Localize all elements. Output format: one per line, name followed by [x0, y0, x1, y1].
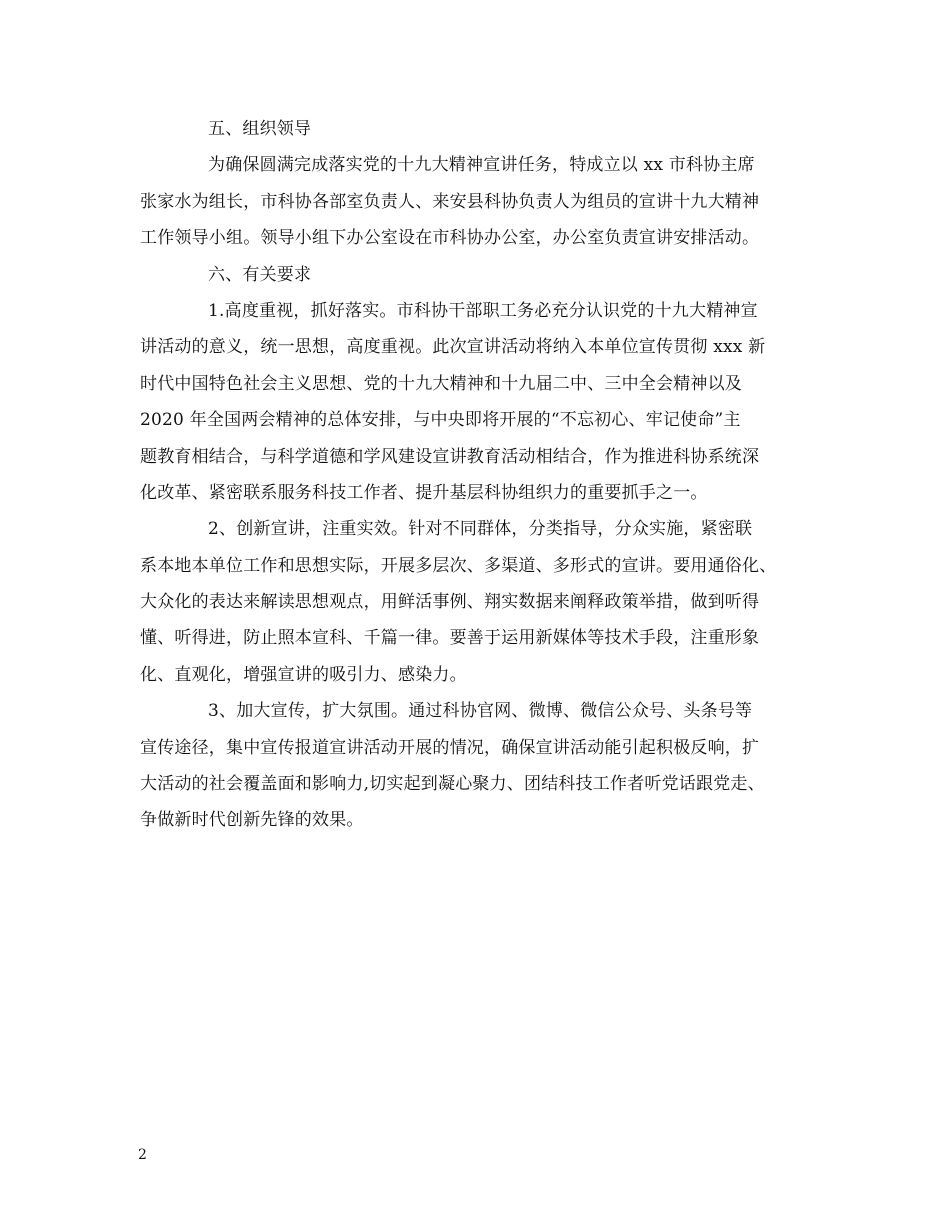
text-line: 为确保圆满完成落实党的十九大精神宣讲任务，特成立以 xx 市科协主席 [208, 155, 755, 176]
text-line: 大众化的表达来解读思想观点，用鲜活事例、翔实数据来阐释政策举措，做到听得 [140, 592, 760, 613]
text-line: 张家水为组长，市科协各部室负责人、来安县科协负责人为组员的宣讲十九大精神 [140, 191, 760, 212]
text-line: 2、创新宣讲，注重实效。针对不同群体，分类指导，分众实施，紧密联 [208, 519, 753, 540]
page-number: 2 [138, 1147, 147, 1163]
text-line: 工作领导小组。领导小组下办公室设在市科协办公室，办公室负责宣讲安排活动。 [140, 228, 760, 249]
text-line: 2020 年全国两会精神的总体安排，与中央即将开展的“不忘初心、牢记使命”主 [140, 410, 741, 431]
text-line: 1.高度重视，抓好落实。市科协干部职工务必充分认识党的十九大精神宣 [208, 300, 758, 321]
text-line: 宣传途径，集中宣传报道宣讲活动开展的情况，确保宣讲活动能引起积极反响，扩 [140, 737, 760, 758]
text-line: 3、加大宣传，扩大氛围。通过科协官网、微博、微信公众号、头条号等 [208, 701, 753, 722]
document-body [140, 111, 812, 839]
text-line: 化、直观化，增强宣讲的吸引力、感染力。 [140, 664, 467, 685]
text-line: 时代中国特色社会主义思想、党的十九大精神和十九届二中、三中全会精神以及 [140, 373, 742, 394]
text-line: 讲活动的意义，统一思想，高度重视。此次宣讲活动将纳入本单位宣传贯彻 xxx 新 [140, 337, 766, 358]
text-line: 化改革、紧密联系服务科技工作者、提升基层科协组织力的重要抓手之一。 [140, 482, 708, 503]
text-line: 争做新时代创新先锋的效果。 [140, 810, 364, 831]
text-line: 大活动的社会覆盖面和影响力,切实起到凝心聚力、团结科技工作者听党话跟党走、 [140, 774, 765, 795]
text-line: 懂、听得进，防止照本宣科、千篇一律。要善于运用新媒体等技术手段，注重形象 [140, 628, 760, 649]
text-line: 题教育相结合，与科学道德和学风建设宣讲教育活动相结合，作为推进科协系统深 [140, 446, 760, 467]
text-line: 系本地本单位工作和思想实际，开展多层次、多渠道、多形式的宣讲。要用通俗化、 [140, 555, 777, 576]
section-heading-requirements: 六、有关要求 [208, 264, 312, 285]
section-heading-organization: 五、组织领导 [208, 119, 312, 139]
